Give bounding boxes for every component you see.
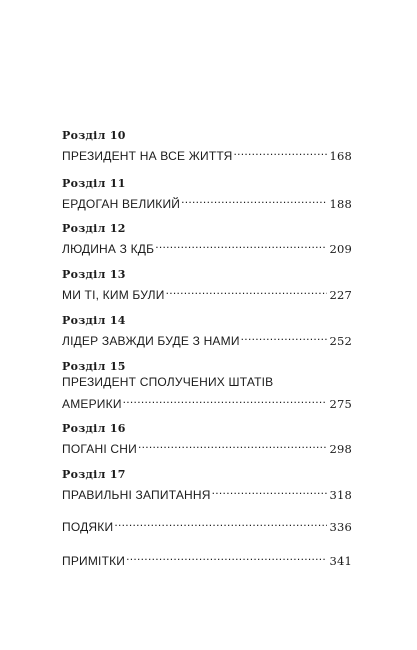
chapter-label: Розділ 16 (62, 422, 126, 435)
toc-line (62, 548, 352, 568)
toc-entry (62, 176, 352, 211)
toc-entry (62, 421, 352, 456)
chapter-title: ПОГАНІ СНИ (62, 442, 137, 456)
page-number: 188 (329, 197, 352, 211)
chapter-title: ПРАВИЛЬНІ ЗАПИТАННЯ (62, 488, 211, 502)
dot-leader (125, 548, 327, 565)
page-number: 298 (329, 442, 352, 456)
chapter-title: ПРЕЗИДЕНТ НА ВСЕ ЖИТТЯ (62, 149, 233, 163)
page-number: 227 (329, 288, 352, 302)
page-number: 252 (329, 334, 352, 348)
toc-entry (62, 467, 352, 502)
chapter-title: ЛІДЕР ЗАВЖДИ БУДЕ З НАМИ (62, 334, 240, 348)
chapter-title: ПРЕЗИДЕНТ СПОЛУЧЕНИХ ШТАТІВ (62, 375, 274, 389)
chapter-title: АМЕРИКИ (62, 397, 122, 411)
dot-leader (232, 143, 327, 160)
dot-leader (122, 391, 328, 408)
dot-leader (154, 236, 327, 253)
toc-line (62, 482, 352, 502)
toc-line (62, 514, 352, 534)
toc-line (62, 391, 352, 411)
toc-line (62, 191, 352, 211)
toc-entry (62, 359, 352, 411)
dot-leader (137, 436, 327, 453)
page-number: 318 (329, 488, 352, 502)
toc-entry (62, 128, 352, 163)
chapter-title: ЛЮДИНА З КДБ (62, 242, 155, 256)
chapter-label: Розділ 13 (62, 268, 126, 281)
page-number: 336 (329, 520, 352, 534)
toc-entry (62, 221, 352, 256)
chapter-label: Розділ 11 (62, 177, 126, 190)
toc-entry (62, 548, 352, 568)
toc-line (62, 374, 352, 391)
section-title: ПОДЯКИ (62, 520, 114, 534)
page-number: 275 (329, 397, 352, 411)
page-number: 341 (329, 554, 352, 568)
dot-leader (180, 191, 327, 208)
toc-line (62, 236, 352, 256)
toc-entry (62, 313, 352, 348)
chapter-label: Розділ 14 (62, 314, 126, 327)
toc-entry (62, 267, 352, 302)
toc-line (62, 282, 352, 302)
dot-leader (240, 328, 328, 345)
section-title: ПРИМІТКИ (62, 554, 126, 568)
chapter-title: МИ ТІ, КИМ БУЛИ (62, 288, 165, 302)
chapter-label: Розділ 17 (62, 468, 126, 481)
chapter-label: Розділ 15 (62, 360, 126, 373)
toc-line (62, 143, 352, 163)
dot-leader (165, 282, 328, 299)
page-number: 168 (329, 149, 352, 163)
dot-leader (113, 514, 327, 531)
chapter-label: Розділ 10 (62, 129, 126, 142)
chapter-title: ЕРДОГАН ВЕЛИКИЙ (62, 197, 181, 211)
page-number: 209 (329, 242, 352, 256)
dot-leader (211, 482, 328, 499)
toc-line (62, 436, 352, 456)
toc-entry (62, 514, 352, 534)
chapter-label: Розділ 12 (62, 222, 126, 235)
toc-line (62, 328, 352, 348)
